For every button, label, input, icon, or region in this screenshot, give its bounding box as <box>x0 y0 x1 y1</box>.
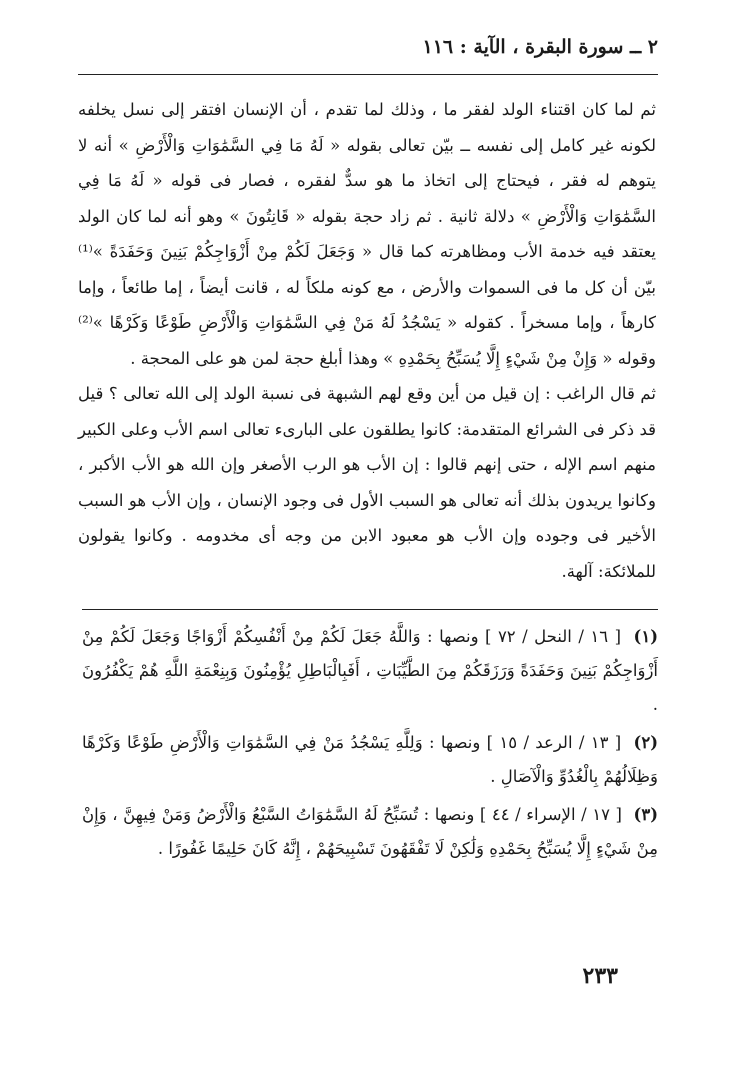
running-header: ٢ ــ سورة البقرة ، الآية : ١١٦ <box>422 36 658 58</box>
footnote-rule <box>82 609 658 610</box>
footnote-text: [ ١٣ / الرعد / ١٥ ] ونصها : وَلِلَّهِ يَسْجُدُ مَنْ فِي السَّمَٰوَاتِ وَالْأَرْضِ طَوْعًا وَكَرْهًا وَظِلَالُهُمْ بِالْغُدُوِّ وَالْآصَالِ . <box>82 733 658 786</box>
footnote-text: [ ١٧ / الإسراء / ٤٤ ] ونصها : تُسَبِّحُ لَهُ السَّمَٰوَاتُ السَّبْعُ وَالْأَرْضُ وَمَنْ فِيهِنَّ ، وَإِنْ مِنْ شَيْءٍ إِلَّا يُسَبِّحُ بِحَمْدِهِ وَلَٰكِنْ لَا تَفْقَهُونَ تَسْبِيحَهُمْ ، إِنَّهُ كَانَ حَلِيمًا غَفُورًا . <box>82 805 658 858</box>
footnote-text: [ ١٦ / النحل / ٧٢ ] ونصها : وَاللَّهُ جَعَلَ لَكُمْ مِنْ أَنْفُسِكُمْ أَزْوَاجًا وَجَعَلَ لَكُمْ مِنْ أَزْوَاجِكُمْ بَنِينَ وَحَفَدَةً وَرَزَقَكُمْ مِنَ الطَّيِّبَاتِ ، أَفَبِالْبَاطِلِ يُؤْمِنُونَ وَبِنِعْمَةِ اللَّهِ هُمْ يَكْفُرُونَ . <box>82 627 658 714</box>
footnote-2 <box>82 726 658 794</box>
footnote-1 <box>82 620 658 722</box>
paragraph: ثم لما كان اقتناء الولد لفقر ما ، وذلك لما تقدم ، أن الإنسان افتقر إلى نسل يخلفه لكونه غير كامل إلى نفسه ــ بيّن تعالى بقوله « لَهُ مَا فِي السَّمَٰوَاتِ وَالْأَرْضِ » أنه لا يتوهم له فقر ، فيحتاج إلى اتخاذ ما هو سدٌّ لفقره ، فصار فى قوله « لَهُ مَا فِي السَّمَٰوَاتِ وَالْأَرْضِ » دلالة ثانية . ثم زاد حجة بقوله « قَانِتُونَ » وهو أنه لما كان الولد يعتقد فيه خدمة الأب ومظاهرته كما قال « وَجَعَلَ لَكُمْ مِنْ أَزْوَاجِكُمْ بَنِينَ وَحَفَدَةً »⁽¹⁾ بيّن أن كل ما فى السموات والأرض ، مع كونه ملكاً له ، قانت أيضاً ، إما طائعاً ، وإما كارهاً ، وإما مسخراً . كقوله « يَسْجُدُ لَهُ مَنْ فِي السَّمَٰوَاتِ وَالْأَرْضِ طَوْعًا وَكَرْهًا »⁽²⁾ وقوله « وَإِنْ مِنْ شَيْءٍ إِلَّا يُسَبِّحُ بِحَمْدِهِ » وهذا أبلغ حجة لمن هو على المحجة . <box>78 100 656 368</box>
footnote-number: (٣) <box>633 805 658 824</box>
paragraph: ثم قال الراغب : إن قيل من أين وقع لهم الشبهة فى نسبة الولد إلى الله تعالى ؟ قيل قد ذكر فى الشرائع المتقدمة: كانوا يطلقون على البارىء تعالى اسم الأب وعلى الكبير منهم اسم الإله ، حتى إنهم قالوا : إن الأب هو الرب الأصغر وإن الله هو الأب الأكبر ، وكانوا يريدون بذلك أنه تعالى هو السبب الأول فى وجود الإنسان ، وإن الأب هو السبب الأخير فى وجوده وإن الأب هو معبود الابن من وجه أى مخدومه . وكانوا يقولون للملائكة: آلهة. <box>78 384 656 581</box>
footnote-number: (١) <box>633 627 658 646</box>
main-text <box>78 92 656 589</box>
footnote-3 <box>82 798 658 866</box>
header-rule <box>78 74 658 75</box>
footnotes <box>82 620 658 870</box>
page-number: ٢٣٣ <box>582 963 618 989</box>
footnote-number: (٢) <box>633 733 658 752</box>
